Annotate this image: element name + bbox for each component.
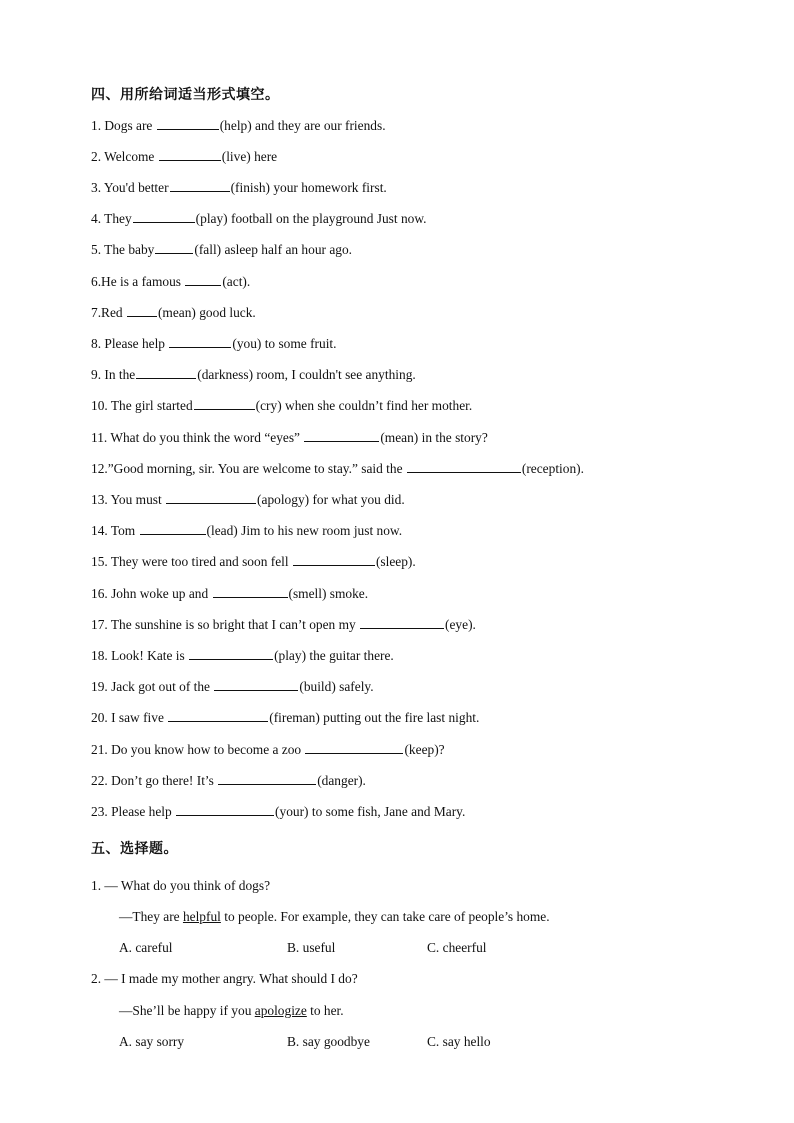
choice-question-2-stem: 2. — I made my mother angry. What should I do? xyxy=(91,971,358,986)
answer-blank[interactable] xyxy=(159,147,221,161)
answer-blank[interactable] xyxy=(407,459,521,473)
question-hint: (play) the guitar there. xyxy=(274,648,394,663)
question-text: 9. In the xyxy=(91,367,136,382)
answer-blank[interactable] xyxy=(189,646,273,660)
question-hint: (mean) good luck. xyxy=(157,305,256,320)
question-text: 11. What do you think the word “eyes” xyxy=(91,430,304,445)
underlined-word: helpful xyxy=(182,909,221,924)
answer-blank[interactable] xyxy=(140,521,206,535)
answer-blank[interactable] xyxy=(133,209,195,223)
question-6 xyxy=(91,272,250,290)
question-4 xyxy=(91,209,427,227)
question-text: 16. John woke up and xyxy=(91,586,212,601)
answer-blank[interactable] xyxy=(218,771,316,785)
question-hint: (help) and they are our friends. xyxy=(219,118,386,133)
question-13 xyxy=(91,490,405,508)
choice-1-option-b[interactable]: B. useful xyxy=(287,940,336,955)
question-text: 4. They xyxy=(91,211,132,226)
question-text: 15. They were too tired and soon fell xyxy=(91,554,292,569)
question-text: 3. You'd better xyxy=(91,180,169,195)
question-8 xyxy=(91,334,337,352)
answer-blank[interactable] xyxy=(168,708,268,722)
question-hint: (your) to some fish, Jane and Mary. xyxy=(275,804,466,819)
question-15 xyxy=(91,552,416,570)
question-22 xyxy=(91,771,366,789)
question-hint: (live) here xyxy=(221,149,278,164)
choice-1-option-c[interactable]: C. cheerful xyxy=(427,940,487,955)
question-hint: (mean) in the story? xyxy=(380,430,488,445)
choice-2-option-c[interactable]: C. say hello xyxy=(427,1034,491,1049)
question-hint: (apology) for what you did. xyxy=(257,492,405,507)
dialogue-text: to her. xyxy=(306,1003,344,1018)
dialogue-text: to people. For example, they can take care of people’s home. xyxy=(220,909,550,924)
answer-blank[interactable] xyxy=(127,303,157,317)
question-text: 22. Don’t go there! It’s xyxy=(91,773,218,788)
question-14 xyxy=(91,521,402,539)
question-7 xyxy=(91,303,256,321)
question-hint: (build) safely. xyxy=(299,679,374,694)
question-hint: (keep)? xyxy=(404,742,445,757)
choice-question-1-dialogue xyxy=(119,909,550,925)
question-hint: (fall) asleep half an hour ago. xyxy=(194,242,353,257)
choice-2-option-b[interactable]: B. say goodbye xyxy=(287,1034,370,1049)
answer-blank[interactable] xyxy=(136,365,196,379)
question-text: 1. Dogs are xyxy=(91,118,156,133)
answer-blank[interactable] xyxy=(213,584,288,598)
question-19 xyxy=(91,677,374,695)
question-text: 10. The girl started xyxy=(91,398,193,413)
dialogue-text: —She’ll be happy if you xyxy=(119,1003,255,1018)
question-text: 21. Do you know how to become a zoo xyxy=(91,742,305,757)
question-17 xyxy=(91,615,476,633)
question-text: 5. The baby xyxy=(91,242,155,257)
question-5 xyxy=(91,240,352,258)
question-text: 23. Please help xyxy=(91,804,176,819)
question-1 xyxy=(91,116,386,134)
question-text: 12.”Good morning, sir. You are welcome to stay.” said the xyxy=(91,461,406,476)
question-hint: (you) to some fruit. xyxy=(232,336,337,351)
question-9 xyxy=(91,365,416,383)
question-hint: (fireman) putting out the fire last night. xyxy=(269,710,480,725)
question-text: 8. Please help xyxy=(91,336,169,351)
section4-heading: 四、用所给词适当形式填空。 xyxy=(91,87,280,103)
answer-blank[interactable] xyxy=(157,116,219,130)
question-hint: (darkness) room, I couldn't see anything. xyxy=(197,367,416,382)
question-text: 19. Jack got out of the xyxy=(91,679,214,694)
question-text: 18. Look! Kate is xyxy=(91,648,189,663)
answer-blank[interactable] xyxy=(176,802,274,816)
question-12 xyxy=(91,459,584,477)
question-hint: (lead) Jim to his new room just now. xyxy=(206,523,403,538)
question-text: 2. Welcome xyxy=(91,149,158,164)
choice-1-option-a[interactable]: A. careful xyxy=(119,940,173,955)
question-text: 13. You must xyxy=(91,492,166,507)
choice-2-option-a[interactable]: A. say sorry xyxy=(119,1034,185,1049)
question-hint: (cry) when she couldn’t find her mother. xyxy=(255,398,473,413)
question-hint: (finish) your homework first. xyxy=(230,180,387,195)
question-text: 7.Red xyxy=(91,305,126,320)
question-text: 20. I saw five xyxy=(91,710,168,725)
question-3 xyxy=(91,178,387,196)
answer-blank[interactable] xyxy=(293,552,375,566)
section5-heading: 五、选择题。 xyxy=(91,841,178,857)
question-hint: (reception). xyxy=(521,461,584,476)
answer-blank[interactable] xyxy=(185,272,221,286)
question-hint: (eye). xyxy=(445,617,476,632)
question-10 xyxy=(91,396,472,414)
choice-question-2-dialogue xyxy=(119,1003,344,1019)
choice-question-1-stem: 1. — What do you think of dogs? xyxy=(91,878,271,893)
question-text: 17. The sunshine is so bright that I can’t open my xyxy=(91,617,360,632)
question-hint: (sleep). xyxy=(375,554,416,569)
answer-blank[interactable] xyxy=(360,615,444,629)
question-20 xyxy=(91,708,479,726)
answer-blank[interactable] xyxy=(194,396,255,410)
dialogue-text: —They are xyxy=(119,909,183,924)
answer-blank[interactable] xyxy=(214,677,298,691)
answer-blank[interactable] xyxy=(155,240,193,254)
question-16 xyxy=(91,584,368,602)
answer-blank[interactable] xyxy=(305,740,403,754)
answer-blank[interactable] xyxy=(166,490,256,504)
question-hint: (danger). xyxy=(317,773,366,788)
answer-blank[interactable] xyxy=(304,428,379,442)
question-23 xyxy=(91,802,465,820)
question-hint: (act). xyxy=(222,274,251,289)
answer-blank[interactable] xyxy=(169,334,231,348)
question-21 xyxy=(91,740,445,758)
answer-blank[interactable] xyxy=(170,178,230,192)
question-2 xyxy=(91,147,277,165)
question-hint: (play) football on the playground Just now. xyxy=(195,211,427,226)
underlined-word: apologize xyxy=(254,1003,307,1018)
question-hint: (smell) smoke. xyxy=(288,586,369,601)
question-text: 14. Tom xyxy=(91,523,139,538)
question-18 xyxy=(91,646,394,664)
question-11 xyxy=(91,428,488,446)
question-text: 6.He is a famous xyxy=(91,274,185,289)
